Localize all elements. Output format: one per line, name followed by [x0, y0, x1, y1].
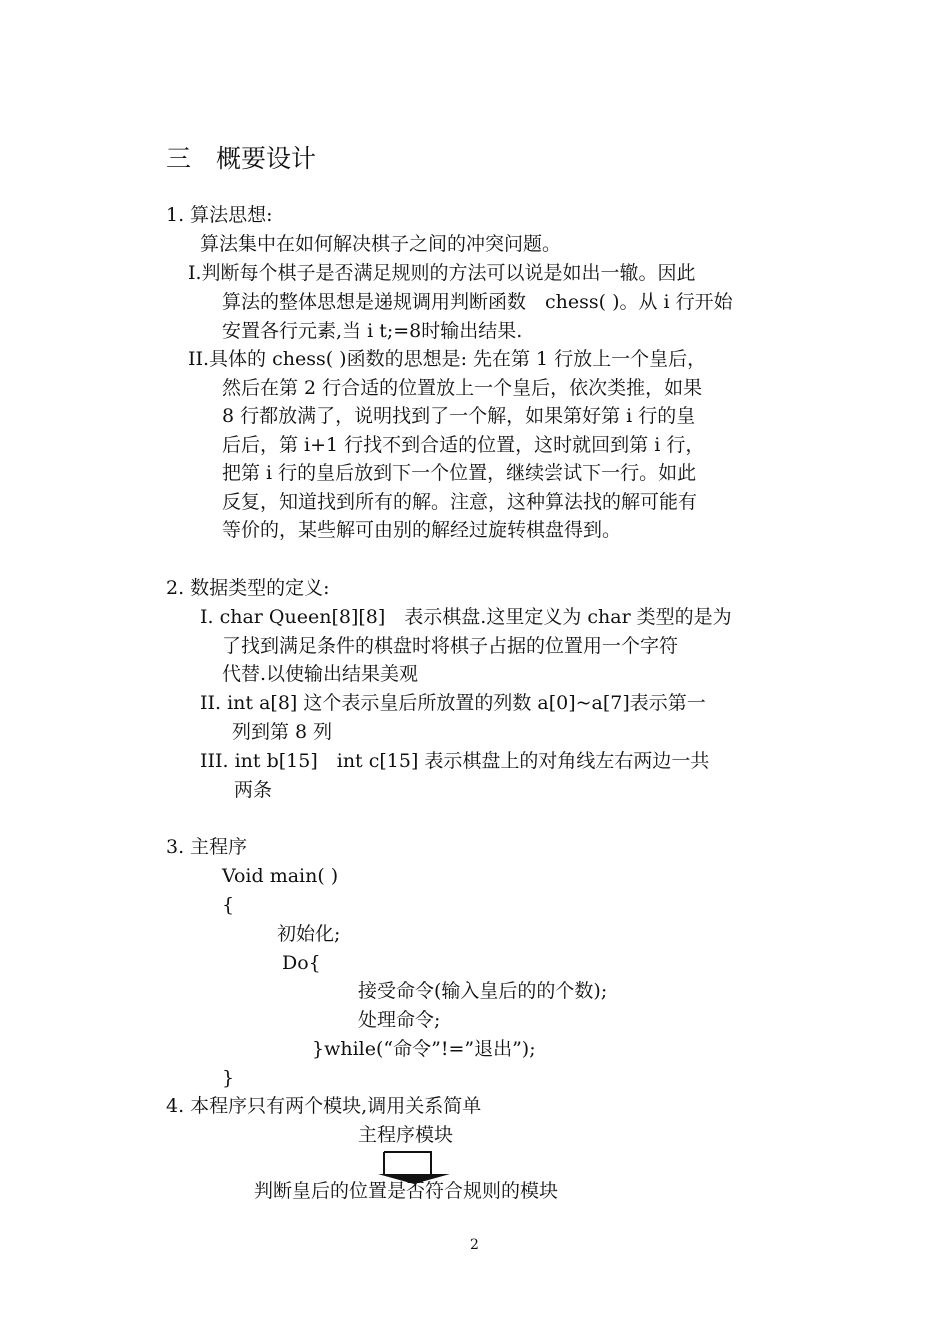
item2-d1-line: 代替.以使输出结果美观	[222, 663, 419, 685]
item2-d2-line: 列到第 8 列	[232, 721, 333, 743]
code-line: 初始化;	[277, 923, 341, 945]
item1-p2-line: 反复，知道找到所有的解。注意，这种算法找的解可能有	[222, 491, 698, 513]
item3-heading: 3. 主程序	[166, 836, 248, 858]
module-check: 判断皇后的位置是否符合规则的模块	[254, 1180, 559, 1202]
item1-p1-line: 算法的整体思想是递规调用判断函数 chess( )。从 i 行开始	[222, 291, 733, 313]
item2-d1-line: 了找到满足条件的棋盘时将棋子占据的位置用一个字符	[222, 635, 679, 657]
item1-p2-line: 等价的，某些解可由别的解经过旋转棋盘得到。	[222, 519, 622, 541]
code-line: Void main( )	[222, 865, 339, 887]
item1-heading: 1. 算法思想:	[166, 204, 273, 226]
item1-p2-line: 把第 i 行的皇后放到下一个位置，继续尝试下一行。如此	[222, 462, 697, 484]
module-main: 主程序模块	[358, 1124, 454, 1146]
code-line: 处理命令;	[358, 1009, 441, 1031]
page-number: 2	[470, 1237, 479, 1253]
item1-p2-line: II.具体的 chess( )函数的思想是: 先在第 1 行放上一个皇后，	[188, 348, 707, 370]
code-line: }	[222, 1067, 235, 1089]
item1-p1-line: 安置各行元素,当 i t;=8时输出结果.	[222, 320, 523, 342]
code-line: }while(“命令”!=”退出”);	[312, 1038, 536, 1060]
item2-heading: 2. 数据类型的定义:	[166, 577, 330, 599]
section-title: 三 概要设计	[166, 144, 317, 173]
item1-p2-line: 后后，第 i+1 行找不到合适的位置，这时就回到第 i 行，	[222, 434, 705, 456]
item2-d3-line: III. int b[15] int c[15] 表示棋盘上的对角线左右两边一共	[200, 750, 710, 772]
code-line: 接受命令(输入皇后的的个数);	[358, 980, 608, 1002]
item2-d1-line: I. char Queen[8][8] 表示棋盘.这里定义为 char 类型的是为	[200, 606, 732, 628]
item1-p2-line: 然后在第 2 行合适的位置放上一个皇后，依次类推，如果	[222, 377, 703, 399]
code-line: Do{	[282, 952, 321, 974]
item1-p2-line: 8 行都放满了，说明找到了一个解，如果第好第 i 行的皇	[222, 405, 696, 427]
item1-p1-line: I.判断每个棋子是否满足规则的方法可以说是如出一辙。因此	[188, 262, 696, 284]
item4-heading: 4. 本程序只有两个模块,调用关系简单	[166, 1095, 482, 1117]
item1-intro: 算法集中在如何解决棋子之间的冲突问题。	[200, 233, 562, 255]
item2-d2-line: II. int a[8] 这个表示皇后所放置的列数 a[0]~a[7]表示第一	[200, 692, 706, 714]
code-line: {	[222, 894, 235, 916]
item2-d3-line: 两条	[234, 779, 273, 801]
